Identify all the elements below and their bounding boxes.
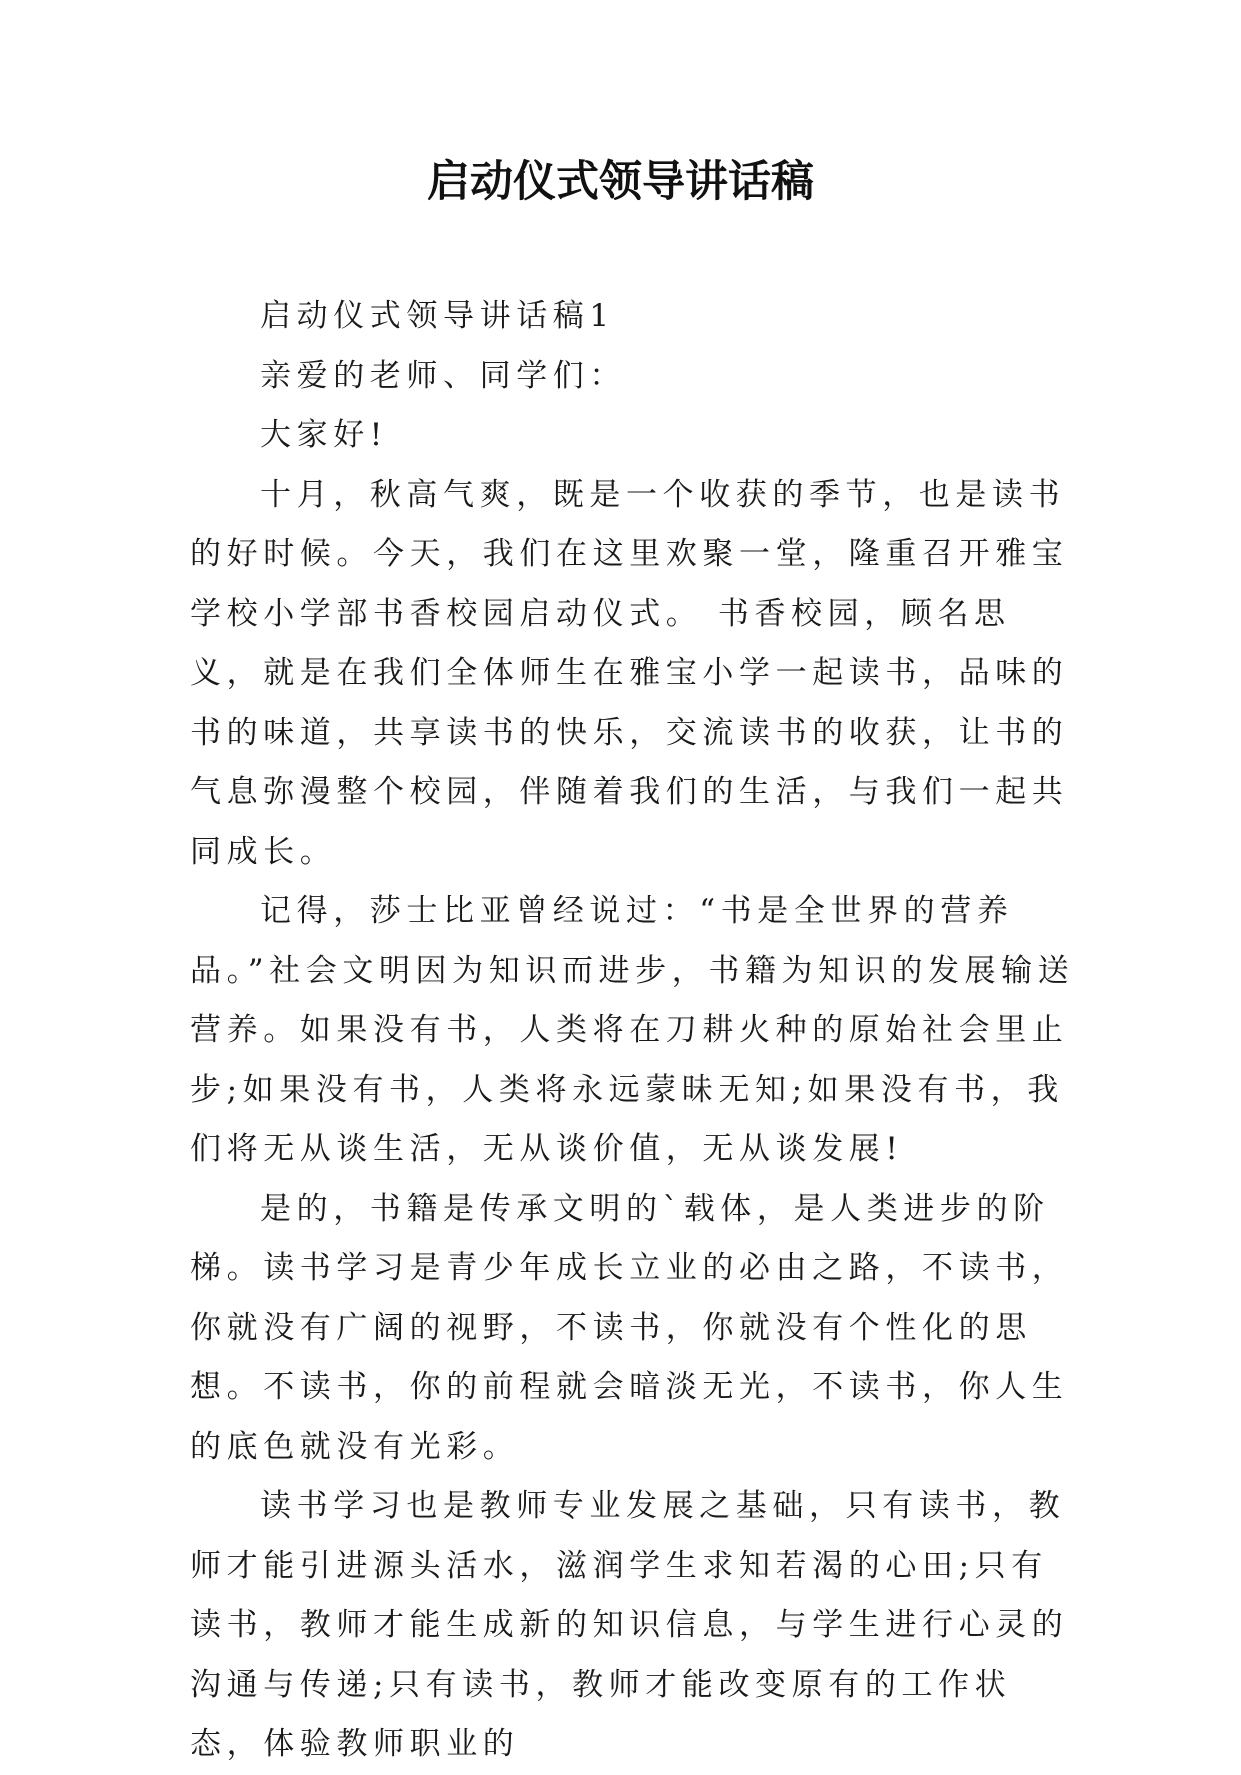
document-title: 启动仪式领导讲话稿 — [427, 157, 814, 207]
paragraph-body: 记得，莎士比亚曾经说过：“书是全世界的营养品。”社会文明因为知识而进步，书籍为知识的发展输送营养。如果没有书，人类将在刀耕火种的原始社会里止步;如果没有书，人类将永远蒙昧无知;如果没有书，我们将无从谈生活，无从谈价值，无从谈发展! — [190, 893, 1075, 1167]
document-body — [190, 287, 1075, 1775]
paragraph-body: 是的，书籍是传承文明的`载体，是人类进步的阶梯。读书学习是青少年成长立业的必由之路，不读书，你就没有广阔的视野，不读书，你就没有个性化的思想。不读书，你的前程就会暗淡无光，不读书，你人生的底色就没有光彩。 — [190, 1190, 1069, 1465]
paragraph-body: 读书学习也是教师专业发展之基础，只有读书，教师才能引进源头活水，滋润学生求知若渴的心田;只有读书，教师才能生成新的知识信息，与学生进行心灵的沟通与传递;只有读书，教师才能改变原有的工作状态，体验教师职业的 — [190, 1488, 1069, 1762]
paragraph-subtitle: 启动仪式领导讲话稿1 — [260, 298, 615, 334]
paragraph-salutation: 亲爱的老师、同学们： — [260, 357, 626, 394]
paragraph-body: 十月，秋高气爽，既是一个收获的季节，也是读书的好时候。今天，我们在这里欢聚一堂，隆重召开雅宝学校小学部书香校园启动仪式。 书香校园，顾名思义，就是在我们全体师生在雅宝小学一起读书，品味的书的味道，共享读书的快乐，交流读书的收获，让书的气息弥漫整个校园，伴随着我们的生活，与我们一起共同成长。 — [190, 476, 1069, 870]
paragraph-greeting: 大家好! — [260, 417, 388, 453]
